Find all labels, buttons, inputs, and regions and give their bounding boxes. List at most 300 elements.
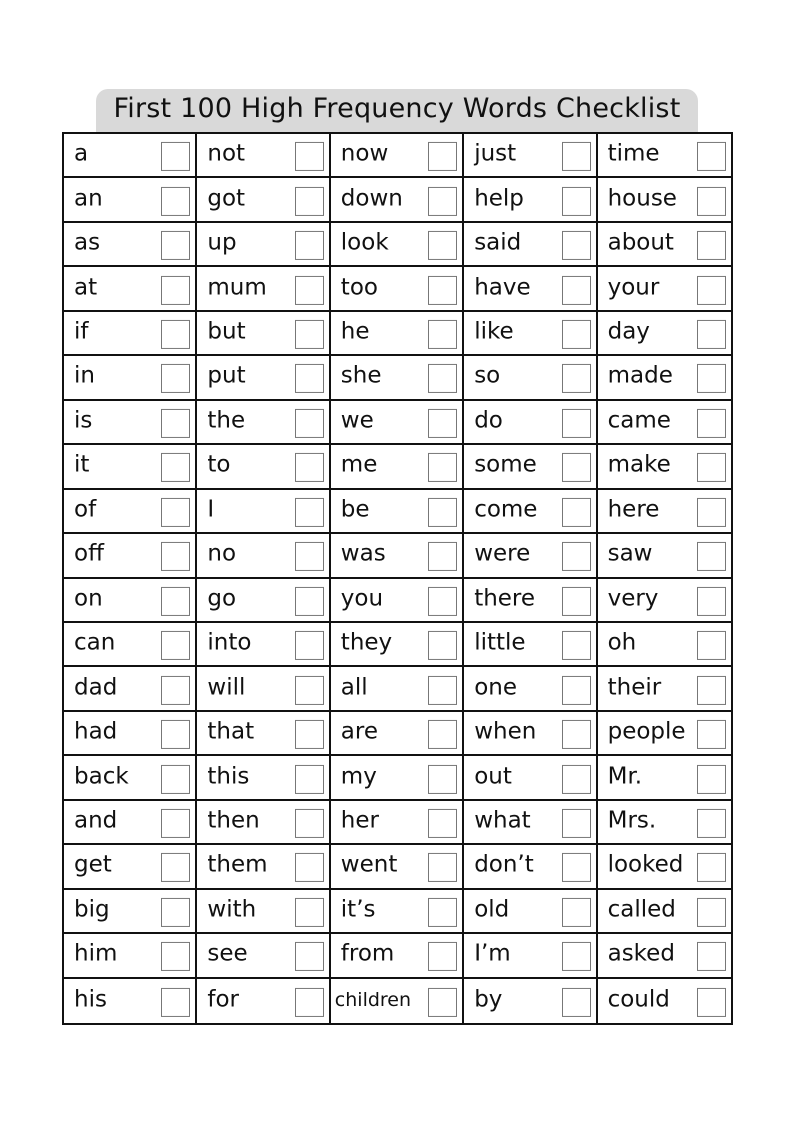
word-cell [598,134,731,178]
word-cell [64,312,197,356]
word-checkbox[interactable] [295,364,324,393]
word-checkbox[interactable] [428,142,457,171]
word-cell [464,934,597,978]
word-checkbox[interactable] [697,364,726,393]
word-cell [598,223,731,267]
word-checkbox[interactable] [562,942,591,971]
word-checkbox[interactable] [562,231,591,260]
word-cell [598,312,731,356]
word-cell [197,267,330,311]
word-cell [464,845,597,889]
word-checkbox[interactable] [428,809,457,838]
word-checkbox[interactable] [428,320,457,349]
word-cell [464,623,597,667]
word-cell [331,579,464,623]
word-cell [64,845,197,889]
word-checkbox[interactable] [295,764,324,793]
word-label: made [607,363,673,390]
word-checkbox[interactable] [697,231,726,260]
word-cell [64,667,197,711]
word-checkbox[interactable] [161,942,190,971]
word-label: his [74,986,107,1013]
word-checkbox[interactable] [295,853,324,882]
word-checkbox[interactable] [428,676,457,705]
word-checkbox[interactable] [697,988,726,1017]
word-label: the [207,407,246,434]
word-cell [64,623,197,667]
word-checkbox[interactable] [562,676,591,705]
word-cell [197,712,330,756]
word-cell [464,223,597,267]
word-label: asked [607,941,675,968]
word-cell [464,979,597,1023]
word-checkbox[interactable] [428,498,457,527]
word-label: their [607,674,662,701]
word-checkbox[interactable] [295,631,324,660]
word-checkbox[interactable] [161,453,190,482]
word-cell [598,756,731,800]
word-checkbox[interactable] [697,498,726,527]
word-cell [197,845,330,889]
word-checkbox[interactable] [295,453,324,482]
word-label: be [340,496,370,523]
word-label: but [207,318,246,345]
word-cell [331,267,464,311]
word-checkbox[interactable] [697,898,726,927]
word-label: what [474,807,531,834]
word-cell [598,712,731,756]
word-label: help [474,185,524,212]
word-cell [464,312,597,356]
word-label: her [340,807,379,834]
word-label: so [474,363,501,390]
word-checkbox[interactable] [428,988,457,1017]
word-cell [197,534,330,578]
word-checkbox[interactable] [428,187,457,216]
word-label: get [74,852,112,879]
word-cell [197,312,330,356]
word-cell [64,934,197,978]
word-checkbox[interactable] [562,720,591,749]
word-cell [197,890,330,934]
word-checkbox[interactable] [697,631,726,660]
word-cell [331,845,464,889]
word-checkbox[interactable] [295,988,324,1017]
word-label: came [607,407,671,434]
word-cell [197,445,330,489]
word-cell [64,756,197,800]
word-label: at [74,274,98,301]
word-cell [64,801,197,845]
word-checkbox[interactable] [161,764,190,793]
word-checkbox[interactable] [161,988,190,1017]
word-checkbox[interactable] [295,142,324,171]
word-label: out [474,763,512,790]
word-label: there [474,585,536,612]
word-label: had [74,718,118,745]
word-label: them [207,852,268,879]
word-label: down [340,185,403,212]
word-cell [464,801,597,845]
word-label: by [474,986,503,1013]
word-checkbox[interactable] [562,409,591,438]
word-cell [197,756,330,800]
word-cell [197,134,330,178]
word-cell [464,579,597,623]
word-cell [331,667,464,711]
word-cell [331,712,464,756]
word-checkbox[interactable] [161,631,190,660]
word-cell [331,134,464,178]
word-label: up [207,229,237,256]
word-cell [331,934,464,978]
word-label: they [340,629,393,656]
word-label: not [207,140,246,167]
word-cell [64,356,197,400]
word-checkbox[interactable] [295,676,324,705]
word-checkbox[interactable] [428,276,457,305]
word-checkbox[interactable] [161,542,190,571]
word-checkbox[interactable] [697,720,726,749]
word-label: she [340,363,382,390]
word-label: look [340,229,389,256]
word-label: of [74,496,97,523]
word-checkbox[interactable] [295,231,324,260]
word-cell [598,623,731,667]
word-cell [197,579,330,623]
word-label: little [474,629,526,656]
word-checkbox[interactable] [161,409,190,438]
word-cell [197,178,330,222]
word-label: I’m [474,941,511,968]
word-checkbox[interactable] [295,942,324,971]
word-cell [64,401,197,445]
word-checkbox[interactable] [161,498,190,527]
word-label: as [74,229,101,256]
word-checkbox[interactable] [295,587,324,616]
word-checkbox[interactable] [562,142,591,171]
word-checkbox[interactable] [562,898,591,927]
word-label: dad [74,674,118,701]
word-label: if [74,318,89,345]
word-label: your [607,274,660,301]
word-cell [331,534,464,578]
word-cell [464,178,597,222]
word-checkbox[interactable] [161,187,190,216]
word-cell [331,756,464,800]
word-checklist-table [62,132,733,1025]
word-label: all [340,674,368,701]
word-checkbox[interactable] [295,809,324,838]
page-title: First 100 High Frequency Words Checklist [96,89,698,133]
word-checkbox[interactable] [161,809,190,838]
word-label: me [340,452,378,479]
word-checkbox[interactable] [697,320,726,349]
word-cell [464,134,597,178]
word-cell [464,267,597,311]
word-checkbox[interactable] [697,587,726,616]
word-cell [64,267,197,311]
word-cell [464,401,597,445]
word-label: went [340,852,398,879]
word-cell [464,667,597,711]
word-cell [598,356,731,400]
word-checkbox[interactable] [697,276,726,305]
word-label: called [607,896,676,923]
word-checkbox[interactable] [562,988,591,1017]
word-cell [598,667,731,711]
word-label: into [207,629,252,656]
word-checkbox[interactable] [428,898,457,927]
word-checkbox[interactable] [428,231,457,260]
word-label: will [207,674,246,701]
word-label: are [340,718,378,745]
word-checkbox[interactable] [562,542,591,571]
word-cell [64,223,197,267]
word-cell [598,267,731,311]
word-label: saw [607,540,653,567]
word-cell [197,401,330,445]
word-label: was [340,540,386,567]
word-label: don’t [474,852,534,879]
word-cell [331,223,464,267]
word-cell [464,534,597,578]
word-label: him [74,941,118,968]
word-cell [64,178,197,222]
word-label: from [340,941,395,968]
word-cell [464,712,597,756]
word-checkbox[interactable] [697,142,726,171]
word-label: just [474,140,517,167]
word-checkbox[interactable] [295,187,324,216]
word-label: then [207,807,260,834]
word-cell [598,178,731,222]
word-cell [331,890,464,934]
word-checkbox[interactable] [161,231,190,260]
word-checkbox[interactable] [562,631,591,660]
word-label: have [474,274,531,301]
word-label: said [474,229,522,256]
word-label: come [474,496,538,523]
word-cell [331,312,464,356]
word-label: my [340,763,377,790]
word-label: to [207,452,231,479]
word-label: I [207,496,215,523]
word-cell [598,579,731,623]
word-label: looked [607,852,684,879]
word-label: mum [207,274,267,301]
word-label: Mr. [607,763,643,790]
word-checkbox[interactable] [161,364,190,393]
word-label: about [607,229,674,256]
word-checkbox[interactable] [428,942,457,971]
word-cell [331,401,464,445]
word-cell [197,223,330,267]
word-checkbox[interactable] [562,498,591,527]
word-cell [64,579,197,623]
word-label: old [474,896,510,923]
word-label: time [607,140,660,167]
word-cell [598,401,731,445]
word-label: too [340,274,378,301]
word-label: that [207,718,255,745]
word-checkbox[interactable] [697,942,726,971]
word-checkbox[interactable] [161,720,190,749]
word-checkbox[interactable] [428,409,457,438]
word-label: it’s [340,896,376,923]
word-checkbox[interactable] [161,142,190,171]
word-label: put [207,363,246,390]
word-cell [331,490,464,534]
word-cell [598,934,731,978]
word-label: is [74,407,93,434]
word-label: day [607,318,650,345]
word-checkbox[interactable] [428,542,457,571]
word-checkbox[interactable] [428,720,457,749]
word-checkbox[interactable] [428,587,457,616]
word-checkbox[interactable] [428,364,457,393]
word-label: can [74,629,116,656]
word-checkbox[interactable] [562,276,591,305]
word-cell [331,801,464,845]
word-label: very [607,585,659,612]
word-checkbox[interactable] [697,853,726,882]
word-label: when [474,718,537,745]
word-checkbox[interactable] [562,587,591,616]
word-checkbox[interactable] [428,853,457,882]
word-cell [464,356,597,400]
word-label: Mrs. [607,807,657,834]
word-cell [64,445,197,489]
word-checkbox[interactable] [697,764,726,793]
word-label: for [207,986,240,1013]
word-label: like [474,318,514,345]
word-cell [197,623,330,667]
word-checkbox[interactable] [161,853,190,882]
word-cell [197,667,330,711]
word-cell [64,534,197,578]
word-cell [331,356,464,400]
word-checkbox[interactable] [697,453,726,482]
word-label: an [74,185,103,212]
word-cell [464,756,597,800]
word-cell [598,490,731,534]
word-checkbox[interactable] [562,320,591,349]
word-label: off [74,540,104,567]
word-checkbox[interactable] [161,587,190,616]
word-label: one [474,674,517,701]
word-cell [464,890,597,934]
word-checkbox[interactable] [295,409,324,438]
word-label: we [340,407,374,434]
word-cell [64,712,197,756]
word-checkbox[interactable] [562,187,591,216]
word-cell [64,890,197,934]
word-checkbox[interactable] [562,364,591,393]
word-cell [64,979,197,1023]
word-cell [331,979,464,1023]
word-checkbox[interactable] [295,498,324,527]
word-label: it [74,452,90,479]
word-label: with [207,896,257,923]
word-cell [331,178,464,222]
word-checkbox[interactable] [161,320,190,349]
word-checkbox[interactable] [562,764,591,793]
word-label: were [474,540,531,567]
word-cell [197,801,330,845]
word-cell [331,623,464,667]
word-label: this [207,763,250,790]
word-cell [598,979,731,1023]
word-checkbox[interactable] [697,676,726,705]
word-label: and [74,807,118,834]
word-checkbox[interactable] [697,409,726,438]
word-checkbox[interactable] [295,320,324,349]
word-label: some [474,452,537,479]
word-cell [197,356,330,400]
word-label: make [607,452,671,479]
word-cell [598,445,731,489]
word-cell [598,534,731,578]
word-label: go [207,585,237,612]
word-checkbox[interactable] [428,764,457,793]
word-label: could [607,986,670,1013]
word-label: you [340,585,384,612]
word-cell [598,845,731,889]
word-cell [464,490,597,534]
word-cell [197,979,330,1023]
word-cell [197,490,330,534]
word-label: on [74,585,103,612]
word-checkbox[interactable] [295,276,324,305]
word-cell [598,890,731,934]
word-checkbox[interactable] [697,542,726,571]
word-label: now [340,140,389,167]
word-label: oh [607,629,637,656]
word-label: he [340,318,370,345]
word-cell [64,134,197,178]
word-label: got [207,185,246,212]
word-checkbox[interactable] [295,898,324,927]
word-checkbox[interactable] [161,676,190,705]
word-label: see [207,941,248,968]
word-checkbox[interactable] [697,187,726,216]
word-checkbox[interactable] [562,853,591,882]
word-label: big [74,896,110,923]
word-cell [197,934,330,978]
word-checkbox[interactable] [428,631,457,660]
word-label: a [74,140,89,167]
word-label: here [607,496,660,523]
word-label: in [74,363,95,390]
word-checkbox[interactable] [295,542,324,571]
word-cell [598,801,731,845]
word-label: people [607,718,686,745]
word-label: no [207,540,237,567]
word-checkbox[interactable] [562,453,591,482]
word-label: children [334,988,412,1011]
word-label: do [474,407,503,434]
word-checkbox[interactable] [295,720,324,749]
word-label: house [607,185,677,212]
word-checkbox[interactable] [161,898,190,927]
word-cell [331,445,464,489]
word-checkbox[interactable] [697,809,726,838]
word-checkbox[interactable] [562,809,591,838]
word-checkbox[interactable] [428,453,457,482]
word-label: back [74,763,129,790]
word-checkbox[interactable] [161,276,190,305]
